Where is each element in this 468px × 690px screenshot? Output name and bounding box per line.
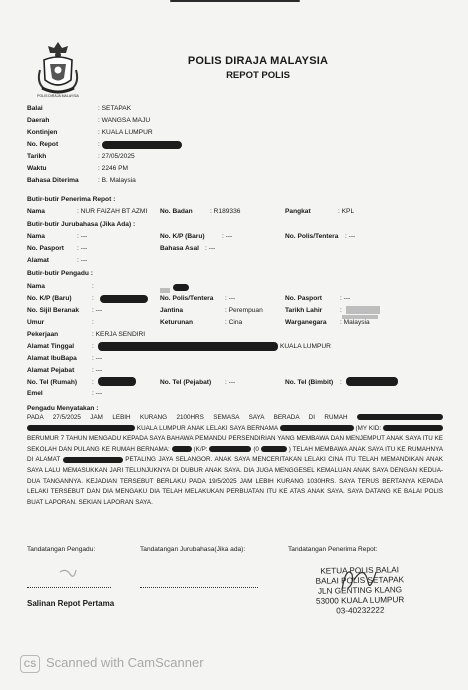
narrative-line3: (MY KID: bbox=[355, 424, 382, 432]
pengadu-kerja-value: : KERJA SENDIRI bbox=[92, 331, 146, 338]
jurubahasa-kp-label: No. K/P (Baru) bbox=[160, 233, 205, 240]
redacted-narrative-phone bbox=[261, 446, 287, 452]
tarikh-value: : 27/05/2025 bbox=[98, 153, 135, 160]
pengadu-jantina-label: Jantina bbox=[160, 307, 184, 314]
pengadu-warga-value: : Malaysia bbox=[340, 319, 370, 326]
narrative-section: Pengadu Menyatakan : bbox=[27, 405, 99, 412]
pengadu-signature-line bbox=[27, 587, 111, 588]
pengadu-tinggal-label: Alamat Tinggal bbox=[27, 343, 75, 350]
jurubahasa-alamat-label: Alamat bbox=[27, 257, 49, 264]
pengadu-lahir-blur bbox=[346, 306, 380, 314]
jurubahasa-pasport-value: : --- bbox=[77, 245, 88, 252]
bahasa-value: : B. Malaysia bbox=[98, 177, 136, 184]
redacted-tel-rumah bbox=[98, 377, 136, 386]
narrative-line4: BERUMUR 7 TAHUN MENGADU KEPADA SAYA BAHAWA PEMANDU PERSENDIRIAN YANG MEMBAWA DAN MENJEMPUT ANAK SAYA ITU KE SEKOLAH DAN PULANG KE RUMAH BERNAMA: bbox=[27, 435, 443, 453]
penerima-pangkat-value: : KPL bbox=[338, 208, 355, 215]
pengadu-umur-value: : bbox=[92, 319, 94, 326]
redacted-pengadu-alamat bbox=[98, 342, 278, 351]
redacted-repot-number bbox=[102, 141, 182, 149]
police-station-stamp bbox=[280, 565, 441, 618]
pengadu-telr-value: : bbox=[92, 379, 94, 386]
daerah-label: Daerah bbox=[27, 117, 50, 124]
narrative-line7: ) TELAH MEMBAWA ANAK SAYA ITU KE RUMAHNYA DI ALAMAT bbox=[27, 445, 444, 464]
redacted-tel-bimbit bbox=[346, 377, 398, 386]
pengadu-pasport-label: No. Pasport bbox=[285, 295, 323, 302]
sign-pengadu-label: Tandatangan Pengadu: bbox=[27, 546, 96, 553]
redacted-narrative-address2 bbox=[27, 425, 135, 431]
pengadu-nama-blur bbox=[160, 288, 170, 293]
camscanner-watermark: Scanned with CamScanner bbox=[46, 655, 204, 670]
redacted-narrative-driver bbox=[172, 446, 192, 452]
narrative-line8: PETALING JAYA SELANGOR. bbox=[125, 456, 213, 464]
narrative-line2: KUALA LUMPUR ANAK LELAKI SAYA BERNAMA bbox=[136, 424, 278, 432]
pengadu-pejabat-value: : --- bbox=[92, 367, 103, 374]
salinan-label: Salinan Repot Pertama bbox=[27, 599, 115, 608]
no-repot-value: : bbox=[98, 141, 100, 148]
pengadu-pejabat-label: Alamat Pejabat bbox=[27, 367, 75, 374]
jurubahasa-pasport-label: No. Pasport bbox=[27, 245, 65, 252]
pengadu-lahir-label: Tarikh Lahir bbox=[285, 307, 323, 314]
pengadu-kp-value: : bbox=[92, 295, 94, 302]
daerah-value: : WANGSA MAJU bbox=[98, 117, 151, 124]
jurubahasa-signature-line bbox=[140, 587, 258, 588]
penerima-badan-label: No. Badan bbox=[160, 208, 193, 215]
camscanner-logo-icon: CS bbox=[20, 655, 40, 673]
jurubahasa-polis-label: No. Polis/Tentera bbox=[285, 233, 339, 240]
crest-motto: POLIS DIRAJA MALAYSIA bbox=[37, 94, 79, 98]
stamp-line2: BALAI POLIS SETAPAK bbox=[315, 575, 405, 586]
jurubahasa-section: Butir-butir Jurubahasa (Jika Ada) : bbox=[27, 221, 136, 228]
pengadu-emel-value: : --- bbox=[92, 390, 103, 397]
balai-value: : SETAPAK bbox=[98, 105, 132, 112]
redacted-narrative-kp bbox=[209, 446, 251, 452]
sign-penerima-label: Tandatangan Penerima Repot: bbox=[288, 546, 378, 553]
pengadu-ibubapa-value: : --- bbox=[92, 355, 103, 362]
redacted-pengadu-nama bbox=[173, 284, 189, 291]
pengadu-keturunan-label: Keturunan bbox=[160, 319, 193, 326]
narrative-line5: (K/P: bbox=[193, 445, 208, 453]
balai-label: Balai bbox=[27, 105, 43, 112]
penerima-nama-label: Nama bbox=[27, 208, 45, 215]
redacted-pengadu-kp bbox=[100, 295, 148, 303]
jurubahasa-alamat-value: : --- bbox=[77, 257, 88, 264]
pengadu-umur-label: Umur bbox=[27, 319, 45, 326]
waktu-label: Waktu bbox=[27, 165, 47, 172]
tarikh-label: Tarikh bbox=[27, 153, 47, 160]
no-repot-label: No. Repot bbox=[27, 141, 59, 148]
redacted-narrative-child-name bbox=[280, 425, 354, 431]
pengadu-warga-blur bbox=[342, 315, 378, 319]
penerima-section: Butir-butir Penerima Repot : bbox=[27, 196, 116, 203]
penerima-nama-value: : NUR FAIZAH BT AZMI bbox=[77, 208, 148, 215]
jurubahasa-kp-value: : --- bbox=[222, 233, 233, 240]
page-title: POLIS DIRAJA MALAYSIA bbox=[187, 55, 329, 67]
pengadu-telr-label: No. Tel (Rumah) bbox=[27, 379, 78, 386]
redacted-narrative-mykid bbox=[383, 425, 443, 431]
pengadu-lahir-value: : bbox=[340, 307, 342, 314]
pengadu-emel-label: Emel bbox=[27, 390, 43, 397]
pengadu-telb-label: No. Tel (Bimbit) bbox=[285, 379, 334, 386]
narrative-body bbox=[27, 413, 443, 508]
kontinjen-value: : KUALA LUMPUR bbox=[98, 129, 153, 136]
redacted-narrative-driver-address bbox=[63, 457, 123, 463]
stamp-line5: 03-40232222 bbox=[336, 605, 385, 616]
scan-edge-shadow bbox=[170, 0, 300, 2]
stamp-line3: JLN GENTING KLANG bbox=[317, 585, 403, 596]
pengadu-kp-label: No. K/P (Baru) bbox=[27, 295, 72, 302]
pengadu-sijil-label: No. Sijil Beranak bbox=[27, 307, 80, 314]
stamp-line1: KETUA POLIS BALAI bbox=[320, 565, 400, 576]
pengadu-nama-value: : bbox=[92, 283, 94, 290]
pengadu-jantina-value: : Perempuan bbox=[225, 307, 263, 314]
pengadu-polis-label: No. Polis/Tentera bbox=[160, 295, 214, 302]
narrative-line1: PADA 27/5/2025 JAM LEBIH KURANG 2100HRS SEMASA SAYA BERADA DI RUMAH bbox=[27, 414, 348, 421]
pengadu-keturunan-value: : Cina bbox=[225, 319, 243, 326]
jurubahasa-nama-value: : --- bbox=[77, 233, 88, 240]
narrative-line9: ANAK SAYA MENCERITAKAN LELAKI CINA ITU TELAH MEMANDIKAN ANAK SAYA LALU MEMASUKKAN JARI TELUNJUKNYA DI DUBUR ANAK SAYA. DIA JUGA MENGGESEL KEMALUAN ANAK SAYA DENGAN KEDUA-DUA TANGANNYA. KEJADIAN TERSEBUT BERLAKU PADA 19/5/2025 JAM LEBIH KURANG 1030HRS. SAYA TERUS BERTANYA KEPADA LELAKI TERSEBUT DAN DIA MENGAKU DIA TELAH MELAKUKAN PERBUATAN ITU KE ATAS ANAK SAYA. SAYA DATANG KE BALAI POLIS BUAT LAPORAN. SEKIAN LAPORAN SAYA. bbox=[27, 456, 444, 506]
pengadu-telp-value: : --- bbox=[225, 379, 236, 386]
bahasa-label: Bahasa Diterima bbox=[27, 177, 79, 184]
kontinjen-label: Kontinjen bbox=[27, 129, 58, 136]
pengadu-signature-icon bbox=[56, 566, 80, 586]
pengadu-kerja-label: Pekerjaan bbox=[27, 331, 59, 338]
narrative-line6: (0 bbox=[253, 445, 259, 453]
pengadu-telb-value: : bbox=[340, 379, 342, 386]
page-subtitle: REPOT POLIS bbox=[226, 70, 290, 81]
pengadu-nama-label: Nama bbox=[27, 283, 45, 290]
jurubahasa-polis-value: : --- bbox=[345, 233, 356, 240]
sign-jurubahasa-label: Tandatangan Jurubahasa(Jika ada): bbox=[140, 546, 246, 553]
penerima-pangkat-label: Pangkat bbox=[285, 208, 311, 215]
pengadu-ibubapa-label: Alamat IbuBapa bbox=[27, 355, 77, 362]
pdrm-crest-icon bbox=[36, 40, 80, 96]
jurubahasa-nama-label: Nama bbox=[27, 233, 45, 240]
pengadu-polis-value: : --- bbox=[225, 295, 236, 302]
stamp-line4: 53000 KUALA LUMPUR bbox=[315, 595, 405, 606]
pengadu-section: Butir-butir Pengadu : bbox=[27, 270, 93, 277]
jurubahasa-bahasa-label: Bahasa Asal bbox=[160, 245, 199, 252]
redacted-narrative-address bbox=[357, 414, 443, 420]
jurubahasa-bahasa-value: : --- bbox=[205, 245, 216, 252]
pengadu-sijil-value: : --- bbox=[92, 307, 103, 314]
waktu-value: : 2246 PM bbox=[98, 165, 129, 172]
pengadu-telp-label: No. Tel (Pejabat) bbox=[160, 379, 212, 386]
pengadu-tinggal-suffix: KUALA LUMPUR bbox=[280, 343, 331, 350]
pengadu-warga-label: Warganegara bbox=[285, 319, 327, 326]
penerima-badan-value: : R189336 bbox=[210, 208, 241, 215]
pengadu-pasport-value: : --- bbox=[340, 295, 351, 302]
pengadu-tinggal-value: : bbox=[92, 343, 94, 350]
